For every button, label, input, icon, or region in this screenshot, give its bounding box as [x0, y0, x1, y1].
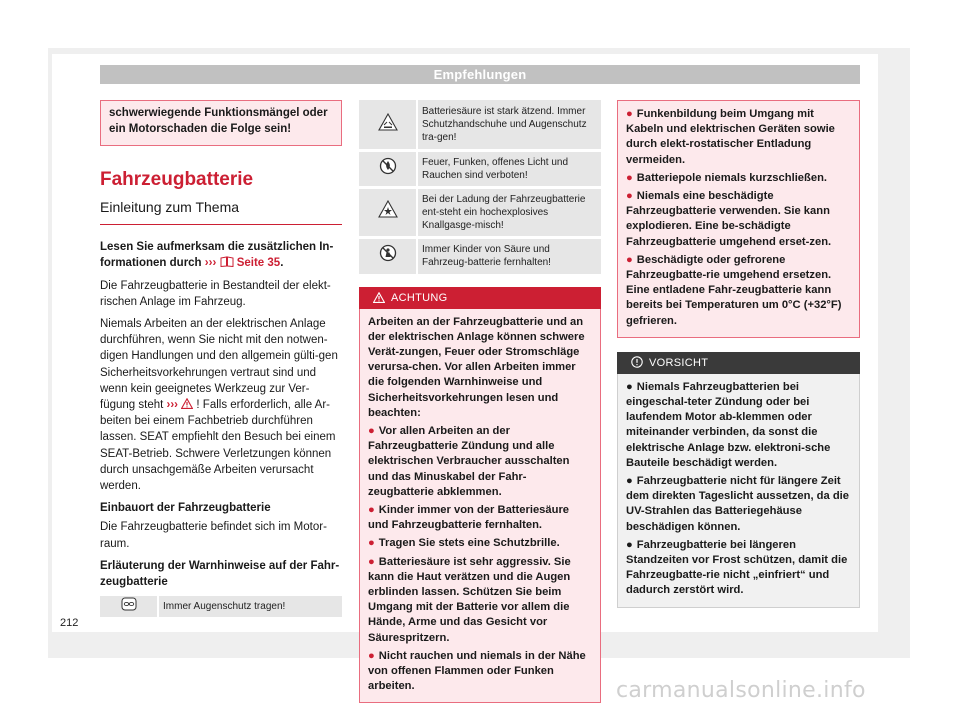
symbol-table — [359, 100, 601, 277]
warning-label: ACHTUNG — [391, 291, 448, 304]
paragraph-3: Die Fahrzeugbatterie befindet sich im Motor-raum. — [100, 521, 327, 550]
symbol-text: Batteriesäure ist stark ätzend. Immer Schutzhandschuhe und Augenschutz tra-gen! — [417, 100, 601, 150]
column-middle — [359, 100, 601, 703]
bullet-icon: ● — [626, 190, 633, 203]
bullet-icon: ● — [626, 171, 633, 184]
explosion-hazard-icon — [378, 200, 398, 218]
caution-label: VORSICHT — [649, 356, 709, 369]
column-left — [100, 100, 342, 620]
symbol-row — [359, 237, 601, 275]
bullet-text: Kinder immer von der Batteriesäure und Fahrzeugbatterie fernhalten. — [368, 503, 570, 532]
symbol-text: Immer Augenschutz tragen! — [158, 596, 342, 619]
warning-bullet — [368, 649, 592, 695]
symbol-icon-cell — [359, 237, 417, 275]
info-circle-icon — [631, 356, 643, 368]
warning-triangle-icon — [373, 292, 385, 303]
symbol-row — [100, 596, 342, 619]
warning-triangle-icon[interactable] — [181, 398, 193, 409]
caution-bullet — [626, 538, 851, 599]
heading-install-location: Einbauort der Fahrzeugbatterie — [100, 502, 271, 515]
bullet-text: Nicht rauchen und niemals in der Nähe von offenen Flammen oder Funken arbeiten. — [368, 649, 586, 693]
paragraph-2-text-a: Niemals Arbeiten an der elektrischen Anlage durchführen, wenn Sie nicht mit den notwen-digen Handlungen und den allgemein gülti-gen Sicherheitsvorkehrungen vertraut sind und wenn kein geeignetes Werkzeug zur Ver-fügung steht — [100, 318, 338, 412]
symbol-table-left — [100, 596, 342, 620]
bullet-text: Fahrzeugbatterie nicht für längere Zeit dem direkten Tageslicht aussetzen, da die UV-Strahlen das Batteriegehäuse beschädigen können. — [626, 475, 849, 533]
symbol-row — [359, 150, 601, 187]
heading-symbol-explanation: Erläuterung der Warnhinweise auf der Fahr-zeugbatterie — [100, 559, 340, 589]
no-fire-icon — [379, 157, 397, 175]
warning-box — [359, 287, 601, 704]
warning-ref-arrow: ››› — [166, 399, 179, 412]
caution-bullet — [626, 474, 851, 535]
continued-warning-box — [100, 100, 342, 146]
intro-text: Lesen Sie aufmerksam die zusätzlichen In-formationen durch — [100, 241, 334, 270]
bullet-text: Niemals Fahrzeugbatterien bei eingeschal-teter Zündung oder bei laufendem Motor ab-klemmen oder miteinander verbinden, da sonst die elektrische Anlage bzw. elektroni-sche Bauteile beschädigt werden. — [626, 380, 831, 469]
caution-header — [617, 352, 860, 374]
bullet-icon: ● — [368, 649, 375, 662]
bullet-text: Vor allen Arbeiten an der Fahrzeugbatterie Zündung und alle elektrischen Verbraucher ausschalten und das Minuskabel der Fahr-zeugbatterie abklemmen. — [368, 424, 570, 498]
ref-arrow: ››› — [204, 257, 217, 270]
bullet-text: Tragen Sie stets eine Schutzbrille. — [378, 537, 560, 550]
symbol-row — [359, 100, 601, 150]
bullet-text: Beschädigte oder gefrorene Fahrzeugbatte-rie umgehend ersetzen. Eine entladene Fahr-zeugbatterie kann bereits bei Temperaturen um 0°C (+32°F) gefrieren. — [626, 253, 842, 327]
symbol-icon-cell — [359, 150, 417, 187]
bullet-icon: ● — [626, 380, 633, 393]
bullet-text: Funkenbildung beim Umgang mit Kabeln und elektrischen Geräten sowie durch elekt-rostatischer Entladung vermeiden. — [626, 108, 835, 166]
intro-period: . — [280, 257, 284, 270]
section-title: Fahrzeugbatterie — [100, 169, 254, 191]
warning-bullet — [626, 189, 851, 250]
bullet-text: Fahrzeugbatterie bei längeren Standzeiten vor Frost schützen, damit die Fahrzeugbatte-rie nicht „einfriert“ und dadurch zerstört wird. — [626, 538, 848, 597]
symbol-text: Bei der Ladung der Fahrzeugbatterie ent-steht ein hochexplosives Knallgasge-misch! — [417, 187, 601, 237]
bullet-text: Niemals eine beschädigte Fahrzeugbatterie verwenden. Sie kann explodieren. Eine be-schädigte Fahrzeugbatterie umgehend erset-zen. — [626, 190, 832, 248]
warning-bullet — [368, 536, 592, 551]
caution-bullet — [626, 380, 851, 471]
symbol-icon-cell — [359, 100, 417, 150]
bullet-icon: ● — [626, 108, 633, 120]
paragraph-2 — [100, 316, 342, 494]
eye-protection-icon — [121, 597, 137, 611]
symbol-row — [359, 187, 601, 237]
warning-intro: Arbeiten an der Fahrzeugbatterie und an der elektrischen Anlage können schwere Verät-zungen, Feuer oder Stromschläge verursa-chen. Vor allen Arbeiten immer die folgenden Warnhinweise und Sicherheitsvorkehrungen lesen und beachten: — [368, 315, 585, 419]
warning-bullet — [626, 107, 851, 168]
bullet-text: Batteriepole niemals kurzschließen. — [636, 171, 828, 184]
caution-body — [617, 374, 860, 608]
symbol-icon-cell — [359, 187, 417, 237]
warning-bullet — [368, 503, 592, 533]
paragraph-2-text-b: ! Falls erforderlich, alle Ar-beiten bei einem Fachbetrieb durchführen lassen. SEAT empfiehlt den Besuch bei einem SEAT-Betrieb. Schwere Verletzungen können durch unsachgemäße Arbeiten verursacht werden. — [100, 399, 336, 493]
warning-bullet — [626, 253, 851, 329]
bullet-icon: ● — [368, 555, 375, 568]
bullet-icon: ● — [626, 475, 633, 488]
bullet-icon: ● — [368, 503, 375, 516]
warning-bullet — [368, 555, 592, 646]
caution-box — [617, 352, 860, 608]
warning-header — [359, 287, 601, 309]
symbol-text: Feuer, Funken, offenes Licht und Rauchen sind verboten! — [417, 150, 601, 187]
book-icon — [220, 256, 234, 267]
acid-hazard-icon — [378, 113, 398, 131]
paragraph-1: Die Fahrzeugbatterie in Bestandteil der elekt-rischen Anlage im Fahrzeug. — [100, 279, 331, 308]
warning-bullet — [626, 171, 851, 186]
continued-warning-text: schwerwiegende Funktionsmängel oder ein Motorschaden die Folge sein! — [109, 107, 328, 135]
warning-bullet — [368, 424, 592, 500]
watermark: carmanualsonline.info — [616, 678, 866, 703]
keep-children-away-icon — [379, 244, 397, 262]
symbol-text: Immer Kinder von Säure und Fahrzeug-batterie fernhalten! — [417, 237, 601, 275]
bullet-icon: ● — [368, 537, 375, 550]
bullet-icon: ● — [626, 538, 633, 551]
column-right — [617, 100, 860, 608]
bullet-icon: ● — [368, 424, 375, 437]
bullet-text: Batteriesäure ist sehr aggressiv. Sie kann die Haut verätzen und die Augen erblinden lassen. Schützen Sie beim Umgang mit der Batterie vor allem die Hände, Arme und das Gesicht vor Säurespritzern. — [368, 555, 571, 644]
page-header: Empfehlungen — [100, 65, 860, 84]
continued-warning-box — [617, 100, 860, 338]
intro-paragraph — [100, 239, 342, 271]
symbol-icon-cell — [100, 596, 158, 619]
page-number: 212 — [60, 617, 79, 629]
page-reference-link[interactable]: Seite 35 — [236, 257, 281, 270]
section-subtitle: Einleitung zum Thema — [100, 198, 342, 225]
bullet-icon: ● — [626, 253, 633, 266]
warning-body — [359, 309, 601, 704]
